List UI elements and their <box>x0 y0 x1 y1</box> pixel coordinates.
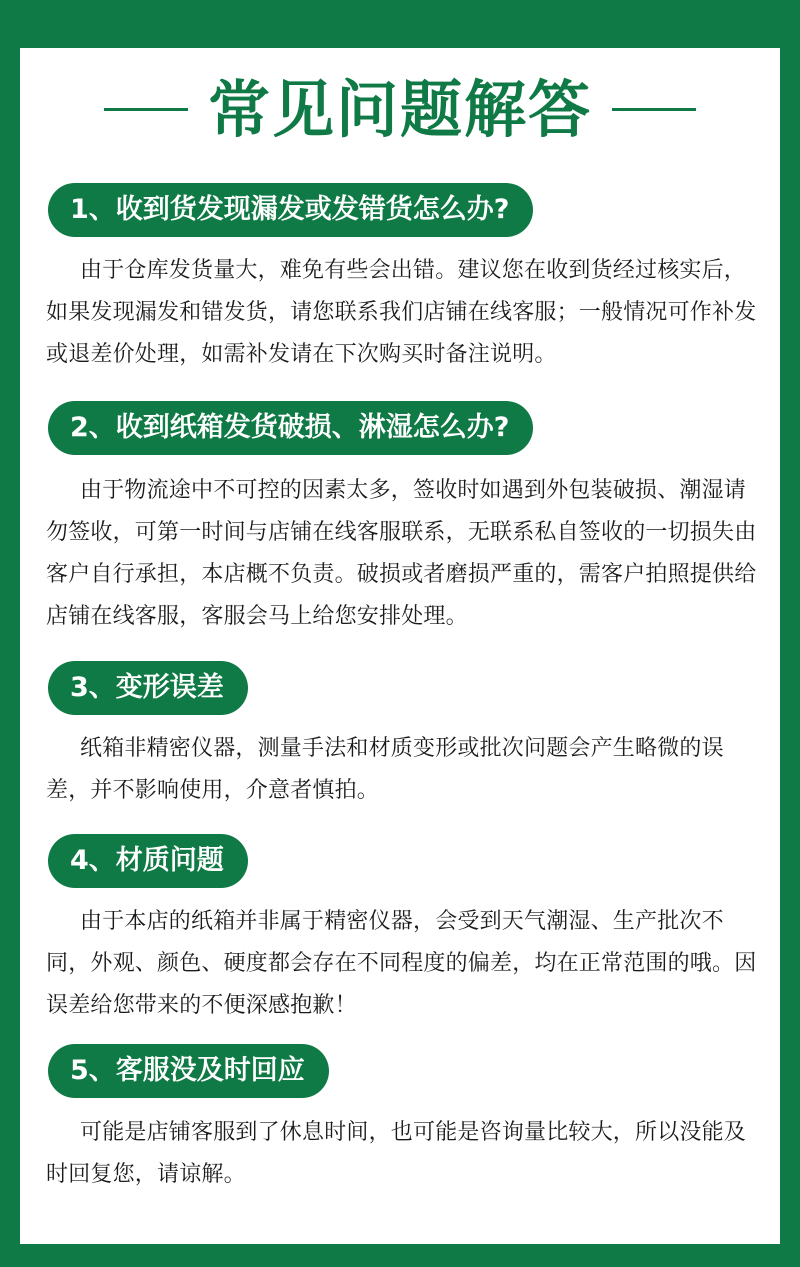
faq-question-5: 5、客服没及时回应 <box>48 1044 329 1098</box>
faq-answer-5: 可能是店铺客服到了休息时间，也可能是咨询量比较大，所以没能及时回复您，请谅解。 <box>46 1120 747 1187</box>
faq-question-2: 2、收到纸箱发货破损、淋湿怎么办? <box>48 401 533 455</box>
faq-answer-2: 由于物流途中不可控的因素太多，签收时如遇到外包装破损、潮湿请勿签收，可第一时间与店铺在线客服联系，无联系私自签收的一切损失由客户自行承担，本店概不负责。破损或者磨损严重的，需客户拍照提供给店铺在线客服，客服会马上给您安排处理。 <box>46 478 757 629</box>
faq-question-3: 3、变形误差 <box>48 661 248 715</box>
faq-answer-4: 由于本店的纸箱并非属于精密仪器，会受到天气潮湿、生产批次不同，外观、颜色、硬度都会存在不同程度的偏差，均在正常范围的哦。因误差给您带来的不便深感抱歉！ <box>46 909 757 1018</box>
title-divider-right <box>612 108 696 111</box>
faq-answer-1: 由于仓库发货量大，难免有些会出错。建议您在收到货经过核实后，如果发现漏发和错发货，请您联系我们店铺在线客服；一般情况可作补发或退差价处理，如需补发请在下次购买时备注说明。 <box>46 258 757 367</box>
page-title: 常见问题解答 <box>207 73 592 146</box>
faq-answer-3: 纸箱非精密仪器，测量手法和材质变形或批次问题会产生略微的误差，并不影响使用，介意者慎拍。 <box>46 736 724 803</box>
faq-question-1: 1、收到货发现漏发或发错货怎么办? <box>48 183 533 237</box>
faq-question-4: 4、材质问题 <box>48 834 248 888</box>
